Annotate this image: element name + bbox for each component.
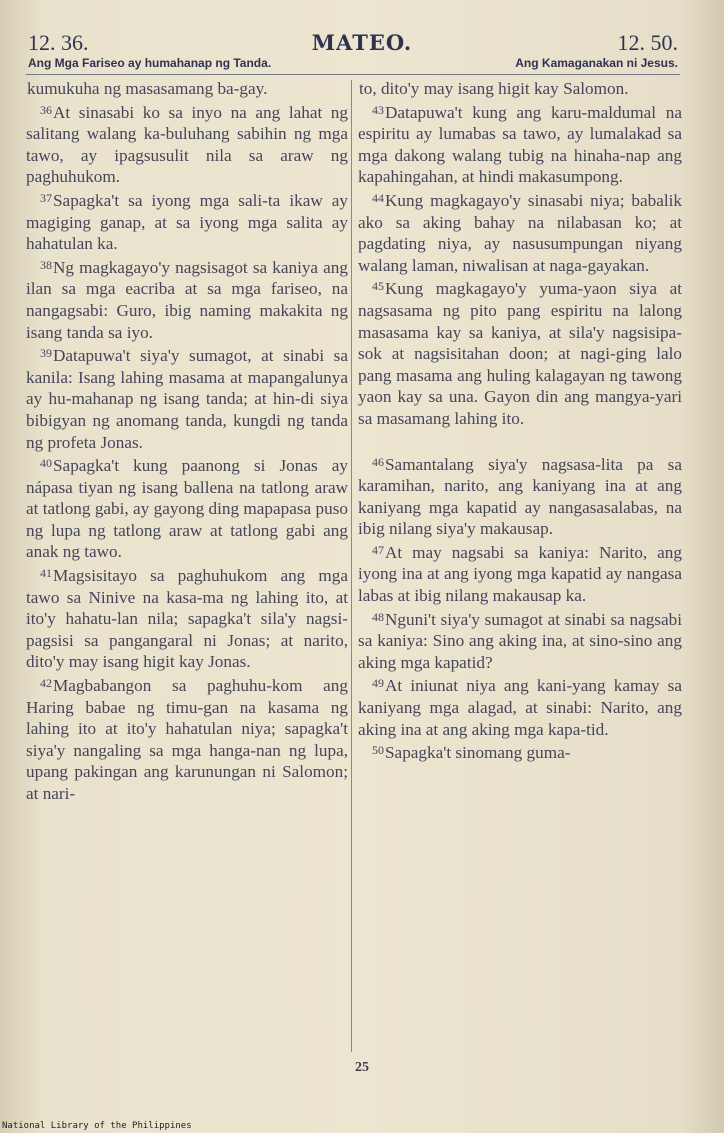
header-right-reference: 12. 50. <box>617 30 678 55</box>
verse-text: At may nagsabi sa kaniya: Narito, ang iyong ina at ang iyong mga kapatid ay nangasa labas at ibig nilang makausap ka. <box>358 542 682 606</box>
verse-text: Sapagka't kung paanong si Jonas ay nápasa tiyan ng isang ballena na tatlong araw at tatlong gabi, ay gayong ding mapapasa puso ng lupa ng tatlong araw at tatlong gabi ang anak ng tawo. <box>26 456 348 562</box>
verse-paragraph <box>26 100 348 188</box>
verse-number: 42 <box>40 676 52 691</box>
verse-paragraph <box>358 452 682 540</box>
verse-number: 46 <box>372 454 384 469</box>
verse-number: 44 <box>372 190 384 205</box>
verse-text: Datapuwa't kung ang karu-maldumal na espiritu ay lumabas sa tawo, ay lumalakad sa mga dakong walang tubig na hinaha-nap ang kapahingahan, at hindi makasumpong. <box>358 102 682 187</box>
verse-text: Datapuwa't siya'y sumagot, at sinabi sa kanila: Isang lahing masama at mapangalunya ay hu-mahanap ng isang tanda; at hin-di siya bibigyan ng anomang tanda, kungdi ng tanda ng profeta Jonas. <box>26 346 348 452</box>
verse-paragraph <box>26 563 348 673</box>
verse-number: 41 <box>40 566 52 581</box>
verse-paragraph <box>358 607 682 674</box>
verse-paragraph <box>358 540 682 607</box>
archive-footer: National Library of the Philippines <box>2 1121 192 1131</box>
verse-text: Nguni't siya'y sumagot at sinabi sa nagsabi sa kaniya: Sino ang aking ina, at sino-sino ang aking mga kapatid? <box>358 609 682 672</box>
verse-number: 48 <box>372 609 384 624</box>
verse-paragraph <box>358 673 682 740</box>
verse-number: 36 <box>40 102 52 117</box>
verse-number: 43 <box>372 102 384 117</box>
verse-text: kumukuha ng masasamang ba-gay. <box>27 79 268 98</box>
header-left-subtitle: Ang Mga Fariseo ay humahanap ng Tanda. <box>28 56 272 70</box>
verse-paragraph <box>26 673 348 805</box>
verse-paragraph <box>26 255 348 343</box>
verse-text: At iniunat niya ang kani-yang kamay sa kaniyang mga alagad, at sinabi: Narito, ang aking ina at ang aking mga kapa-tid. <box>358 676 682 739</box>
verse-paragraph <box>26 453 348 563</box>
verse-text: Kung magkagayo'y sinasabi niya; babalik ako sa aking bahay na nilabasan ko; at pagdating niya, ay nasusumpungan niyang walang laman, niwalisan at naga-gayakan. <box>358 190 682 275</box>
verse-text: Ng magkagayo'y nagsisagot sa kaniya ang ilan sa mga eacriba at sa mga fariseo, na nangagsabi: Guro, ibig naming makakita ng isang tanda sa iyo. <box>26 257 348 342</box>
verse-paragraph <box>358 188 682 276</box>
verse-paragraph <box>26 343 348 453</box>
verse-text: Sapagka't sinomang guma- <box>385 743 571 763</box>
verse-text: At sinasabi ko sa inyo na ang lahat ng salitang walang ka-buluhang sabihin ng mga tawo, ay ipagsusulit nila sa araw ng paghuhukom. <box>26 102 348 187</box>
verse-number: 39 <box>40 346 52 361</box>
verse-text: Magbabangon sa paghuhu-kom ang Haring babae ng timu-gan na kasama ng lahing ito at ito'y hahatulan niya; sapagka't siya'y nangaling sa mga hanga-nan ng lupa, upang pakingan ang karunungan ni Salomon; at nari- <box>26 676 348 803</box>
left-column <box>26 76 348 805</box>
verse-paragraph <box>26 188 348 255</box>
verse-text: Kung magkagayo'y yuma-yaon siya at nagsasama ng pito pang espiritu na lalong masasama kay sa kaniya, at sila'y nagsisipa-sok at nagsisitahan doon; at nagi-ging lalo pang masama ang huling kalagayan ng tawong yaon kay sa una. Gayon din ang mangya-yari sa masamang lahing ito. <box>358 279 682 428</box>
header-right-subtitle: Ang Kamaganakan ni Jesus. <box>515 56 678 70</box>
verse-number: 47 <box>372 542 384 557</box>
verse-paragraph <box>358 100 682 188</box>
verse-text: Magsisitayo sa paghuhukom ang mga tawo sa Ninive na kasa-ma ng lahing ito, at ito'y hahatu-lan nila; sapagka't sila'y nagsi-pagsisi sa pangangaral ni Jonas; at narito, dito'y may isang higit kay Jonas. <box>26 566 348 672</box>
verse-paragraph <box>358 76 682 100</box>
verse-number: 37 <box>40 190 52 205</box>
header-left-reference: 12. 36. <box>28 30 89 55</box>
verse-paragraph <box>26 76 348 100</box>
page-header <box>0 0 724 78</box>
verse-number: 38 <box>40 257 52 272</box>
right-column <box>358 76 682 764</box>
verse-number: 45 <box>372 279 384 294</box>
page-number: 25 <box>355 1060 369 1075</box>
verse-paragraph <box>358 740 682 764</box>
verse-paragraph <box>358 276 682 429</box>
verse-number: 50 <box>372 743 384 758</box>
verse-number: 49 <box>372 676 384 691</box>
column-divider <box>351 80 352 1052</box>
verse-text: Sapagka't sa iyong mga sali-ta ikaw ay magiging ganap, at sa iyong mga salita ay hahatulan ka. <box>26 190 348 254</box>
verse-text: Samantalang siya'y nagsasa-lita pa sa karamihan, narito, ang kaniyang ina at ang kaniyang mga kapatid ay nangasasalabas, na ibig nilang siya'y makausap. <box>358 454 682 539</box>
verse-text: to, dito'y may isang higit kay Salomon. <box>359 79 629 98</box>
book-title: MATEO. <box>311 30 413 55</box>
header-rule <box>26 74 680 75</box>
verse-number: 40 <box>40 456 52 471</box>
